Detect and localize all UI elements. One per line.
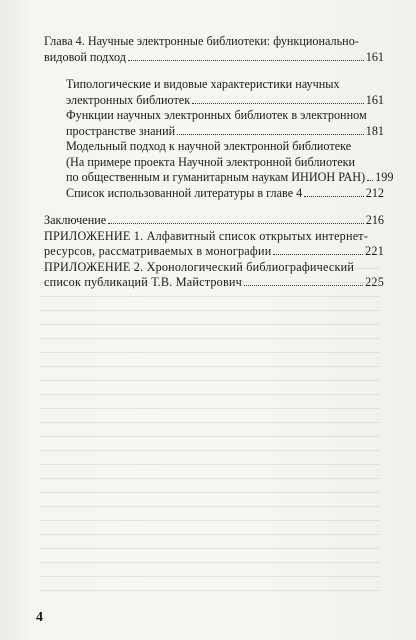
toc-entry-line: по общественным и гуманитарным наукам ИНИОН РАН) — [66, 170, 366, 184]
toc-entry-line: Заключение — [44, 213, 107, 227]
toc-entry-appendix-2 — [44, 260, 384, 291]
dot-leader — [244, 285, 363, 286]
dot-leader — [128, 60, 364, 61]
toc-entry-line: электронных библиотек — [66, 92, 191, 107]
toc-entry-line: (На примере проекта Научной электронной библиотеки — [66, 154, 356, 169]
toc-entry-line: список публикаций Т.В. Майстрович — [44, 275, 242, 289]
dot-leader — [177, 134, 364, 135]
dot-leader — [108, 223, 364, 224]
page-number: 4 — [36, 610, 43, 625]
toc-page-number: 161 — [365, 49, 384, 64]
toc-page-number: 225 — [365, 275, 384, 289]
dot-leader — [304, 196, 363, 197]
toc-page-number: 216 — [365, 213, 384, 227]
toc-entry-appendix-1 — [44, 229, 384, 260]
toc-page-number: 199 — [375, 170, 394, 184]
toc-entry-functions — [66, 108, 384, 139]
toc-entry-references-ch4 — [66, 186, 384, 202]
toc-page-number: 221 — [365, 244, 384, 258]
table-of-contents — [44, 34, 394, 291]
toc-entry-line: Типологические и видовые характеристики научных — [66, 77, 340, 91]
toc-entry-conclusion — [44, 213, 384, 229]
toc-entry-line: пространстве знаний — [66, 123, 176, 138]
dot-leader — [192, 103, 364, 104]
toc-entry-line: ресурсов, рассматриваемых в монографии — [44, 244, 272, 258]
dot-leader — [367, 180, 373, 181]
toc-entry-line: видовой подход — [44, 49, 126, 64]
toc-entry-line: Список использованной литературы в главе 4 — [66, 185, 303, 200]
toc-entry-typology — [66, 77, 384, 108]
toc-page-number: 212 — [365, 185, 384, 200]
toc-page-number: 161 — [365, 92, 384, 107]
dot-leader — [273, 254, 363, 255]
toc-entry-line: Функции научных электронных библиотек в электронном — [66, 108, 367, 122]
toc-entry-line: Модельный подход к научной электронной библиотеке — [66, 139, 352, 153]
toc-page-number: 181 — [365, 123, 384, 138]
toc-entry-line: Глава 4. Научные электронные библиотеки: функционально- — [44, 34, 359, 48]
toc-entry-chapter-4 — [44, 34, 384, 65]
toc-entry-model-approach — [66, 139, 394, 186]
toc-entry-line: ПРИЛОЖЕНИЕ 1. Алфавитный список открытых интернет- — [44, 228, 369, 243]
toc-entry-line: ПРИЛОЖЕНИЕ 2. Хронологический библиографический — [44, 259, 355, 274]
bleed-through-lines — [40, 268, 380, 608]
